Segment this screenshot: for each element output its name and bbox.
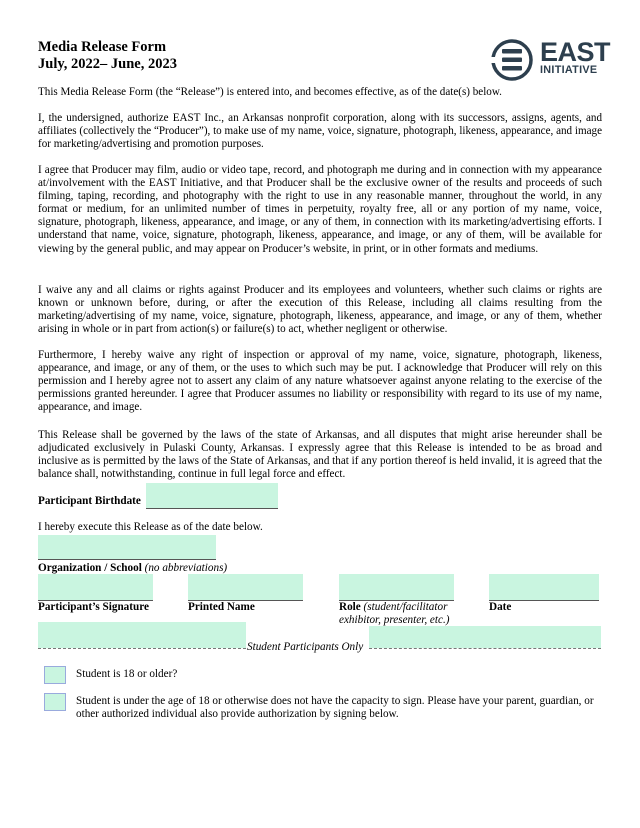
east-initiative-logo xyxy=(490,37,611,82)
birthdate-label: Participant Birthdate xyxy=(38,495,141,507)
date-label: Date xyxy=(489,601,512,613)
title-line-1: Media Release Form xyxy=(38,39,167,55)
role-note-line2: exhibitor, presenter, etc.) xyxy=(339,614,450,626)
signature-label: Participant’s Signature xyxy=(38,601,149,613)
form-title xyxy=(38,39,177,73)
intro-paragraph: This Media Release Form (the “Release”) is entered into, and becomes effective, as of the date(s) below. xyxy=(38,86,502,98)
birthdate-field[interactable] xyxy=(146,483,278,509)
birthdate-underline xyxy=(146,508,278,509)
age-18-label: Student is 18 or older? xyxy=(76,668,178,680)
signature-field[interactable] xyxy=(38,574,153,600)
role-label-text: Role xyxy=(339,601,361,613)
logo-initiative-text: INITIATIVE xyxy=(540,64,598,76)
under-18-label: Student is under the age of 18 or otherwise does not have the capacity to sign. Please have your parent, guardian, or other authorized individual also provide authorization by signing below. xyxy=(76,695,594,720)
role-note-line1: (student/facilitator xyxy=(363,601,448,613)
organization-underline xyxy=(38,559,216,560)
under-18-checkbox[interactable] xyxy=(44,693,66,711)
printed-name-label: Printed Name xyxy=(188,601,255,613)
date-field[interactable] xyxy=(489,574,599,600)
authorization-paragraph: I, the undersigned, authorize EAST Inc., an Arkansas nonprofit corporation, along with its successors, assigns, agents, and affiliates (collectively the “Producer”), to make use of my name, voice, signature, photograph, likeness, appearance, and image for marketing/advertising and promotion purposes. xyxy=(38,112,602,151)
role-label xyxy=(339,601,450,627)
title-line-2: July, 2022– June, 2023 xyxy=(38,56,177,72)
logo-east-text: EAST xyxy=(540,37,611,67)
printed-name-field[interactable] xyxy=(188,574,303,600)
student-divider-right xyxy=(369,648,601,649)
organization-note: (no abbreviations) xyxy=(144,562,228,574)
governing-law-paragraph: This Release shall be governed by the laws of the state of Arkansas, and all disputes that might arise hereunder shall be adjudicated exclusively in Pulaski County, Arkansas. I expressly agree that this Release is intended to be as broad and inclusive as is permitted by the laws of the State of Arkansas, and that if any portion thereof is held invalid, it is agreed that the balance shall, notwithstanding, continue in full legal force and effect. xyxy=(38,429,602,481)
agreement-paragraph: I agree that Producer may film, audio or video tape, record, and photograph me during and in connection with my appearance at/involvement with the EAST Initiative, and that Producer shall be the exclusive owner of the results and proceeds of such filming, taping, recording, and photography with the right to use in any reasonable manner, throughout the world, in any format or medium, for an unlimited number of times in perpetuity, royalty free, all or any portion of my name, voice, signature, photograph, likeness, appearance, and image, or any of them, in connection with its marketing/advertising efforts. I understand that name, voice, signature, photograph, likeness, appearance, and image, or any of them, will be available for viewing by the general public, and may appear on Producer’s website, in print, or in other formats and mediums. xyxy=(38,164,602,255)
organization-field[interactable] xyxy=(38,535,216,559)
logo-mark-icon xyxy=(490,38,534,82)
execute-statement: I hereby execute this Release as of the date below. xyxy=(38,521,263,533)
organization-label-text: Organization / School xyxy=(38,562,142,574)
waiver-paragraph: I waive any and all claims or rights against Producer and its employees and volunteers, whether such claims or rights are known or unknown before, during, or after the execution of this Release, including all claims resulting from the marketing/advertising of my name, voice, signature, photograph, likeness, appearance, and image, or any of them, whether arising in whole or in part from action(s) or failure(s) to act, whether negligent or otherwise. xyxy=(38,284,602,336)
inspection-paragraph: Furthermore, I hereby waive any right of inspection or approval of my name, voice, signature, photograph, likeness, appearance, and image, or any of them, or the uses to which such may be put. I acknowledge that Producer will rely on this permission and I hereby agree not to assert any claim of any nature whatsoever against anyone relating to the exercise of the permissions granted hereunder. I agree that Producer assumes no liability or responsibility with regard to its use of my name, appearance, and image. xyxy=(38,349,602,414)
student-divider-left xyxy=(38,648,246,649)
student-section-field-right[interactable] xyxy=(369,626,601,648)
student-section-field-left[interactable] xyxy=(38,622,246,648)
role-field[interactable] xyxy=(339,574,454,600)
student-participants-label: Student Participants Only xyxy=(247,641,364,653)
age-18-checkbox[interactable] xyxy=(44,666,66,684)
